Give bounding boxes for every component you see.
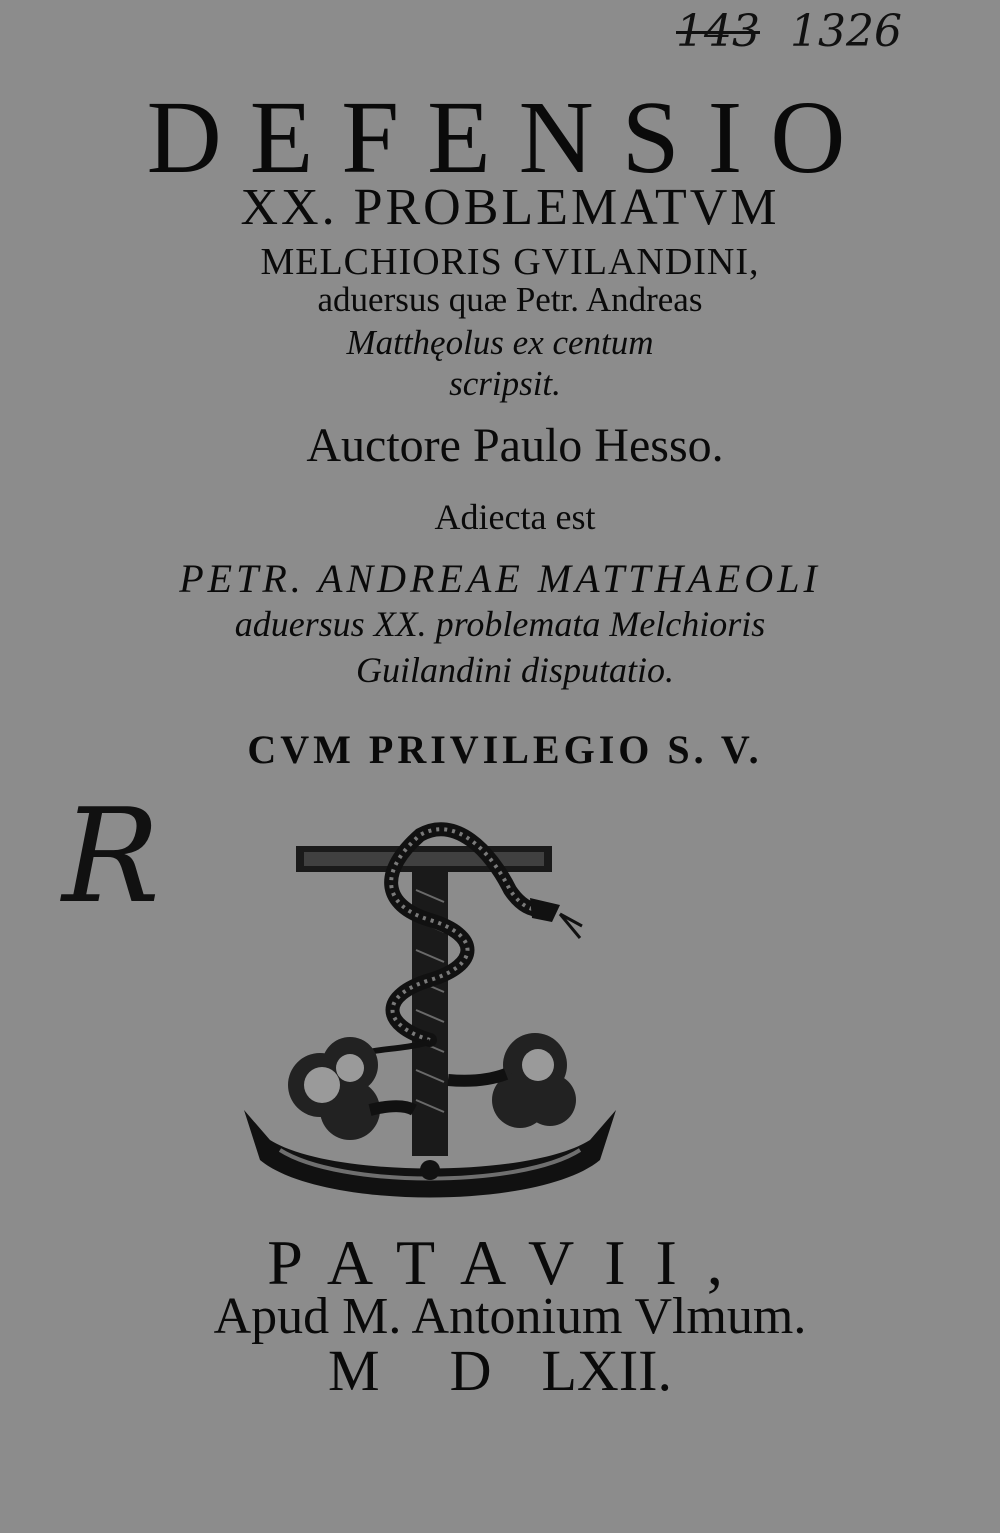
handwritten-r-mark: R — [62, 780, 160, 932]
privilege-line: CVM PRIVILEGIO S. V. — [247, 727, 763, 772]
subtitle-line-5: scripsit. — [449, 364, 561, 403]
shelfmark-struck: 143 — [676, 6, 760, 57]
subtitle-line-4: Matthęolus ex centum — [346, 323, 654, 362]
appendix-line-3: Guilandini disputatio. — [355, 650, 675, 690]
appendix-line-1: PETR. ANDREAE MATTHAEOLI — [179, 556, 821, 601]
imprint-place: PATAVII, — [267, 1227, 753, 1298]
date-rest: LXII. — [541, 1338, 672, 1403]
printers-device-icon — [230, 810, 630, 1230]
imprint-date — [0, 1337, 1000, 1404]
left-cloud — [288, 1037, 380, 1140]
subtitle-line-2: MELCHIORIS GVILANDINI, — [260, 241, 760, 283]
subtitle-line-1: XX. PROBLEMATVM — [240, 179, 780, 236]
main-title: DEFENSIO — [146, 80, 874, 195]
date-d: D — [449, 1338, 492, 1403]
date-m: M — [328, 1338, 380, 1403]
subtitle-line-3: aduersus quæ Petr. Andreas — [317, 280, 703, 319]
imprint-printer: Apud M. Antonium Vlmum. — [213, 1288, 807, 1345]
author-line: Auctore Paulo Hesso. — [306, 419, 724, 472]
shelfmark — [676, 6, 902, 57]
appendix-line-2: aduersus XX. problemata Melchioris — [234, 604, 766, 644]
adiecta-line: Adiecta est — [434, 497, 596, 537]
shelfmark-current: 1326 — [789, 6, 902, 57]
